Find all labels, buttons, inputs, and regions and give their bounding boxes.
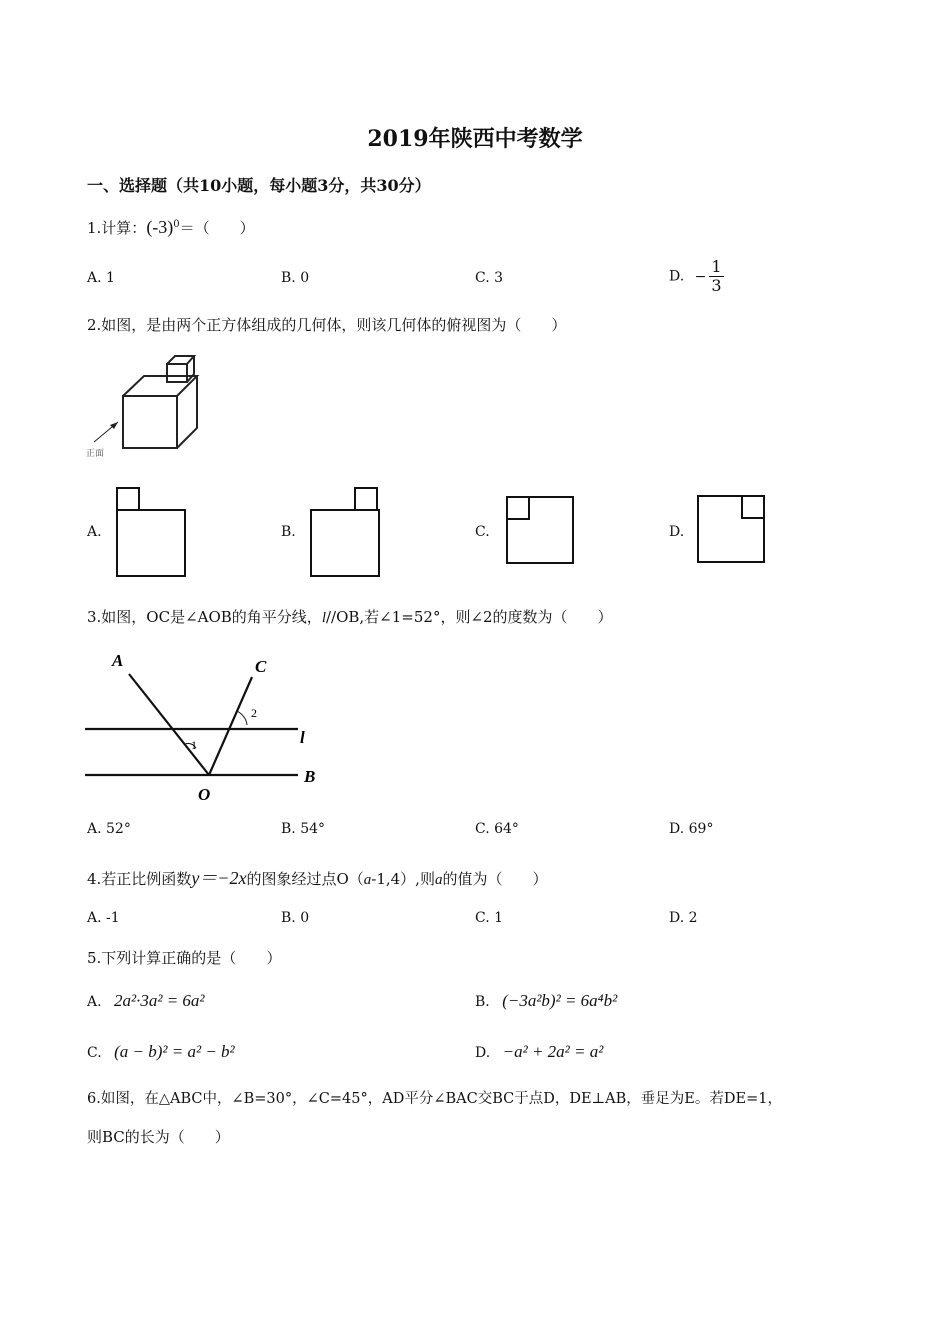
q5-option-a-expression: 2a²·3a² = 6a² [114,991,205,1010]
q2-option-c-figure[interactable] [505,495,577,567]
section-heading: 一、选择题（共10小题，每小题3分，共30分） [87,176,431,195]
q5-option-a-label: A. [87,994,102,1010]
label-b: B [304,767,316,786]
q1-option-d-denominator: 3 [711,276,722,295]
q2-option-a[interactable]: A. [87,524,102,540]
q5-option-b-label: B. [475,994,490,1010]
q3-text-b: //OB,若∠1=52°，则∠2的度数为（ ） [325,608,613,626]
ray-oc [209,677,252,775]
label-c: C [255,657,267,676]
q1-option-d-fraction [709,258,723,295]
question-6-line-1: 6.如图，在△ABC中，∠B=30°，∠C=45°，AD平分∠BAC交BC于点D，DE⊥AB，垂足为E。若DE=1， [87,1091,782,1107]
question-2: 2.如图，是由两个正方体组成的几何体，则该几何体的俯视图为（ ） [87,316,567,334]
q4-option-d[interactable]: D. 2 [669,910,698,926]
label-a: A [112,651,124,670]
label-angle-1: 1 [191,738,197,752]
question-1 [87,217,255,238]
q3-angle-figure [80,650,330,810]
q4-variable: a [363,872,372,888]
q1-option-b[interactable]: B. 0 [281,270,310,286]
q4-text-c: -1,4）,则 [371,870,435,888]
q1-option-d[interactable] [669,258,724,295]
q3-line-l: l [321,610,326,626]
q1-option-d-sign: − [694,268,707,285]
q5-option-b-expression: (−3a²b)² = 6a⁴b² [502,991,618,1010]
q1-suffix: ＝（ ） [179,219,255,237]
q4-option-c[interactable]: C. 1 [475,910,504,926]
q4-text-a: 4.若正比例函数 [87,870,192,888]
page-title: 2019年陕西中考数学 [367,126,583,152]
q1-option-d-numerator: 1 [711,257,722,276]
q2-option-b[interactable]: B. [281,524,296,540]
question-5: 5.下列计算正确的是（ ） [87,949,282,967]
q1-option-c[interactable]: C. 3 [475,270,504,286]
q5-option-d-expression: −a² + 2a² = a² [502,1042,604,1061]
q2-option-c[interactable]: C. [475,524,490,540]
q3-option-d[interactable]: D. 69° [669,821,714,837]
question-4 [87,864,547,890]
q1-exponent: 0 [173,219,180,230]
q4-text-d: 的值为（ ） [442,870,548,888]
q2-option-d[interactable]: D. [669,524,685,540]
q4-text-b: 的图象经过点O（ [246,870,364,888]
q3-text-a: 3.如图，OC是∠AOB的角平分线， [87,608,322,626]
q2-option-a-figure[interactable] [115,486,189,580]
q1-expression: (-3) [146,217,174,237]
question-3 [87,606,613,627]
q5-option-c-expression: (a − b)² = a² − b² [114,1042,235,1061]
q5-option-d-label: D. [475,1045,491,1061]
label-angle-2: 2 [251,706,257,720]
q3-option-c[interactable]: C. 64° [475,821,519,837]
q2-option-b-figure[interactable] [309,486,383,580]
q1-option-a[interactable]: A. 1 [87,270,115,286]
label-l: l [300,728,305,747]
q5-option-b[interactable] [475,991,617,1011]
q4-expression: y＝−2x [191,868,247,888]
label-o: O [198,785,211,804]
angle-2-arc [237,711,247,725]
q1-prefix: 1.计算： [87,219,147,237]
q3-option-a[interactable]: A. 52° [87,821,131,837]
q2-option-d-figure[interactable] [696,494,768,566]
q5-option-c[interactable] [87,1042,235,1062]
q5-option-c-label: C. [87,1045,102,1061]
q4-option-b[interactable]: B. 0 [281,910,310,926]
q2-solid-figure [80,350,210,460]
q5-option-a[interactable] [87,991,205,1011]
q5-option-d[interactable] [475,1042,603,1062]
q4-option-a[interactable]: A. -1 [87,910,120,926]
q3-option-b[interactable]: B. 54° [281,821,326,837]
q4-variable-2: a [434,872,443,888]
question-6-line-2: 则BC的长为（ ） [87,1128,230,1146]
front-label: 正面 [86,449,105,459]
ray-oa [129,674,209,775]
q1-option-d-label: D. [669,268,685,285]
